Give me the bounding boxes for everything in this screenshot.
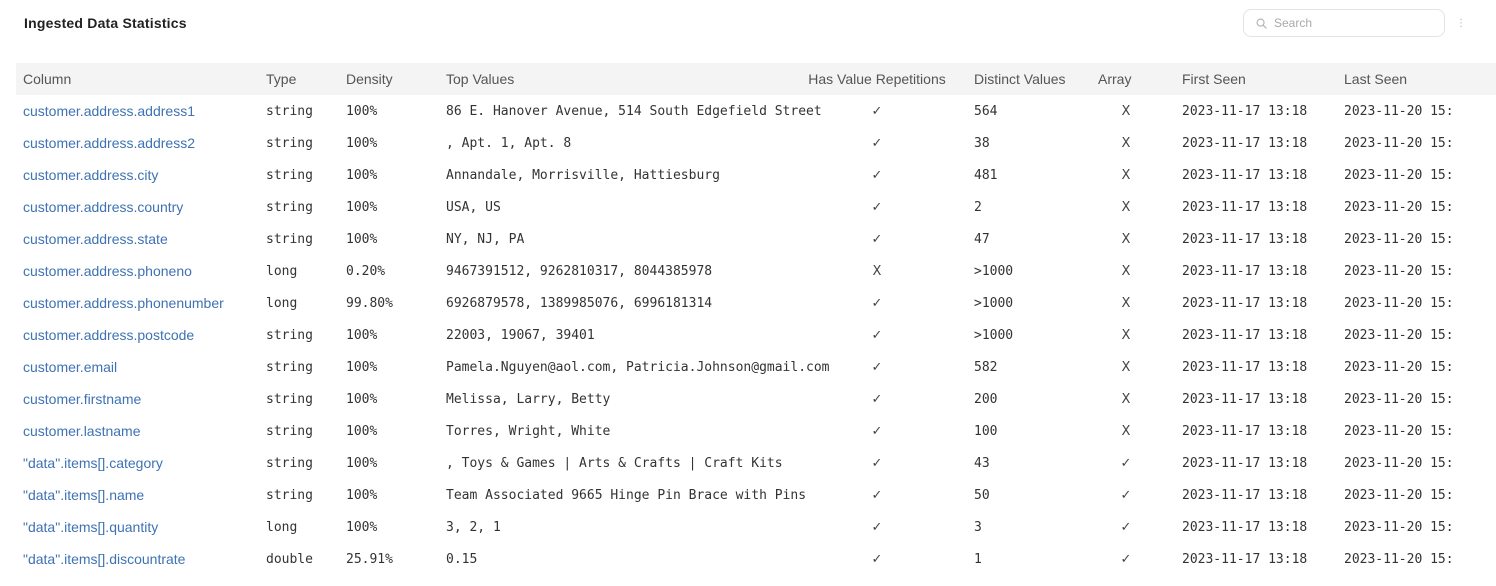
cell-first-seen: 2023-11-17 13:18 [1182, 423, 1308, 439]
cell-array: ✓ [1120, 487, 1132, 503]
cell-last-seen: 2023-11-20 15: [1344, 551, 1454, 567]
cell-top-values: 6926879578, 1389985076, 6996181314 [446, 295, 713, 311]
cell-top-values: Annandale, Morrisville, Hattiesburg [446, 167, 720, 183]
table-row [16, 287, 1496, 319]
table-row [16, 319, 1496, 351]
cell-top-values: USA, US [446, 199, 501, 215]
cell-last-seen: 2023-11-20 15: [1344, 359, 1454, 375]
cell-array: X [1121, 167, 1131, 183]
cell-first-seen: 2023-11-17 13:18 [1182, 359, 1308, 375]
more-options-icon[interactable]: ⋮ [1456, 18, 1466, 29]
table-body [16, 95, 1496, 575]
statistics-table-container[interactable] [16, 63, 1460, 586]
cell-top-values: , Apt. 1, Apt. 8 [446, 135, 572, 151]
cell-top-values: Pamela.Nguyen@aol.com, Patricia.Johnson@gmail.com [446, 359, 830, 375]
cell-distinct-values: 43 [974, 455, 990, 471]
cell-has-value-repetitions: ✓ [871, 519, 883, 535]
cell-has-value-repetitions: ✓ [871, 167, 883, 183]
table-row [16, 223, 1496, 255]
cell-column-name[interactable]: customer.address.city [23, 167, 159, 183]
cell-type: string [266, 167, 313, 183]
cell-type: double [266, 551, 313, 567]
cell-density: 0.20% [346, 263, 386, 279]
cell-type: string [266, 359, 313, 375]
table-row [16, 543, 1496, 575]
cell-last-seen: 2023-11-20 15: [1344, 455, 1454, 471]
table-row [16, 415, 1496, 447]
cell-first-seen: 2023-11-17 13:18 [1182, 135, 1308, 151]
table-row [16, 447, 1496, 479]
cell-top-values: Torres, Wright, White [446, 423, 611, 439]
cell-density: 100% [346, 487, 378, 503]
cell-density: 99.80% [346, 295, 393, 311]
cell-type: string [266, 423, 313, 439]
cell-density: 100% [346, 199, 378, 215]
cell-column-name[interactable]: customer.address.address2 [23, 135, 195, 151]
cell-array: X [1121, 295, 1131, 311]
cell-last-seen: 2023-11-20 15: [1344, 103, 1454, 119]
cell-density: 100% [346, 519, 378, 535]
table-row [16, 191, 1496, 223]
cell-density: 100% [346, 231, 378, 247]
cell-type: string [266, 391, 313, 407]
cell-has-value-repetitions: ✓ [871, 423, 883, 439]
cell-first-seen: 2023-11-17 13:18 [1182, 455, 1308, 471]
cell-type: string [266, 103, 313, 119]
cell-array: X [1121, 231, 1131, 247]
cell-last-seen: 2023-11-20 15: [1344, 327, 1454, 343]
cell-density: 100% [346, 359, 378, 375]
cell-top-values: NY, NJ, PA [446, 231, 525, 247]
cell-distinct-values: 564 [974, 103, 998, 119]
cell-density: 100% [346, 103, 378, 119]
table-row [16, 351, 1496, 383]
cell-has-value-repetitions: ✓ [871, 231, 883, 247]
header-array[interactable]: Array [1077, 63, 1175, 95]
cell-column-name[interactable]: customer.lastname [23, 423, 141, 439]
cell-last-seen: 2023-11-20 15: [1344, 391, 1454, 407]
cell-last-seen: 2023-11-20 15: [1344, 295, 1454, 311]
cell-array: X [1121, 423, 1131, 439]
cell-first-seen: 2023-11-17 13:18 [1182, 231, 1308, 247]
header-last-seen[interactable]: Last Seen [1337, 63, 1496, 95]
cell-distinct-values: 481 [974, 167, 998, 183]
header-density[interactable]: Density [339, 63, 439, 95]
cell-type: long [266, 263, 298, 279]
table-row [16, 127, 1496, 159]
table-row [16, 255, 1496, 287]
cell-first-seen: 2023-11-17 13:18 [1182, 551, 1308, 567]
cell-top-values: 22003, 19067, 39401 [446, 327, 595, 343]
cell-density: 100% [346, 423, 378, 439]
cell-type: long [266, 519, 298, 535]
cell-has-value-repetitions: ✓ [871, 487, 883, 503]
table-row [16, 511, 1496, 543]
cell-top-values: Melissa, Larry, Betty [446, 391, 611, 407]
header-type[interactable]: Type [259, 63, 339, 95]
page-title: Ingested Data Statistics [24, 15, 187, 31]
cell-distinct-values: >1000 [974, 295, 1014, 311]
cell-has-value-repetitions: X [872, 263, 882, 279]
cell-type: string [266, 327, 313, 343]
cell-column-name[interactable]: customer.address.state [23, 231, 168, 247]
cell-top-values: 3, 2, 1 [446, 519, 501, 535]
cell-column-name[interactable]: "data".items[].name [23, 487, 145, 503]
header-distinct-values[interactable]: Distinct Values [967, 63, 1077, 95]
cell-distinct-values: 2 [974, 199, 982, 215]
cell-top-values: Team Associated 9665 Hinge Pin Brace with Pins [446, 487, 807, 503]
cell-has-value-repetitions: ✓ [871, 391, 883, 407]
cell-array: X [1121, 263, 1131, 279]
cell-column-name[interactable]: customer.address.phoneno [23, 263, 192, 279]
search-icon [1256, 18, 1267, 29]
search-input[interactable] [1274, 16, 1424, 30]
cell-top-values: 86 E. Hanover Avenue, 514 South Edgefield Street [446, 103, 822, 119]
search-box[interactable] [1243, 9, 1445, 37]
cell-last-seen: 2023-11-20 15: [1344, 135, 1454, 151]
cell-column-name[interactable]: "data".items[].quantity [23, 519, 159, 535]
cell-last-seen: 2023-11-20 15: [1344, 263, 1454, 279]
cell-density: 100% [346, 327, 378, 343]
cell-distinct-values: >1000 [974, 327, 1014, 343]
cell-first-seen: 2023-11-17 13:18 [1182, 487, 1308, 503]
cell-distinct-values: 50 [974, 487, 990, 503]
cell-column-name[interactable]: customer.address.postcode [23, 327, 195, 343]
cell-array: X [1121, 103, 1131, 119]
header-top-values[interactable]: Top Values [439, 63, 787, 95]
cell-density: 100% [346, 391, 378, 407]
table-row [16, 479, 1496, 511]
cell-array: ✓ [1120, 519, 1132, 535]
cell-last-seen: 2023-11-20 15: [1344, 199, 1454, 215]
table-row [16, 159, 1496, 191]
cell-array: X [1121, 327, 1131, 343]
cell-top-values: 0.15 [446, 551, 478, 567]
cell-type: string [266, 231, 313, 247]
header-column[interactable]: Column [16, 63, 259, 95]
cell-has-value-repetitions: ✓ [871, 551, 883, 567]
cell-array: X [1121, 391, 1131, 407]
cell-has-value-repetitions: ✓ [871, 199, 883, 215]
cell-first-seen: 2023-11-17 13:18 [1182, 103, 1308, 119]
cell-type: string [266, 135, 313, 151]
header-has-value-repetitions[interactable]: Has Value Repetitions [787, 63, 967, 95]
cell-column-name[interactable]: "data".items[].category [23, 455, 163, 471]
cell-first-seen: 2023-11-17 13:18 [1182, 199, 1308, 215]
cell-column-name[interactable]: customer.address.address1 [23, 103, 195, 119]
cell-last-seen: 2023-11-20 15: [1344, 423, 1454, 439]
cell-type: long [266, 295, 298, 311]
cell-distinct-values: 582 [974, 359, 998, 375]
cell-column-name[interactable]: "data".items[].discountrate [23, 551, 186, 567]
cell-last-seen: 2023-11-20 15: [1344, 519, 1454, 535]
cell-column-name[interactable]: customer.address.country [23, 199, 184, 215]
header-first-seen[interactable]: First Seen [1175, 63, 1337, 95]
table-row [16, 95, 1496, 127]
cell-has-value-repetitions: ✓ [871, 359, 883, 375]
cell-has-value-repetitions: ✓ [871, 295, 883, 311]
cell-first-seen: 2023-11-17 13:18 [1182, 391, 1308, 407]
cell-distinct-values: 3 [974, 519, 982, 535]
cell-distinct-values: 38 [974, 135, 990, 151]
cell-column-name[interactable]: customer.email [23, 359, 118, 375]
cell-type: string [266, 455, 313, 471]
cell-last-seen: 2023-11-20 15: [1344, 487, 1454, 503]
cell-top-values: , Toys & Games | Arts & Crafts | Craft Kits [446, 455, 783, 471]
cell-distinct-values: 47 [974, 231, 990, 247]
cell-has-value-repetitions: ✓ [871, 455, 883, 471]
cell-last-seen: 2023-11-20 15: [1344, 167, 1454, 183]
cell-has-value-repetitions: ✓ [871, 103, 883, 119]
cell-distinct-values: 200 [974, 391, 998, 407]
cell-first-seen: 2023-11-17 13:18 [1182, 327, 1308, 343]
cell-array: X [1121, 359, 1131, 375]
table-row [16, 383, 1496, 415]
cell-density: 100% [346, 135, 378, 151]
cell-array: X [1121, 199, 1131, 215]
cell-top-values: 9467391512, 9262810317, 8044385978 [446, 263, 713, 279]
cell-first-seen: 2023-11-17 13:18 [1182, 519, 1308, 535]
cell-first-seen: 2023-11-17 13:18 [1182, 263, 1308, 279]
cell-type: string [266, 487, 313, 503]
cell-first-seen: 2023-11-17 13:18 [1182, 167, 1308, 183]
cell-distinct-values: 100 [974, 423, 998, 439]
cell-first-seen: 2023-11-17 13:18 [1182, 295, 1308, 311]
table-header-row [16, 63, 1496, 95]
cell-distinct-values: 1 [974, 551, 982, 567]
cell-density: 100% [346, 167, 378, 183]
cell-density: 100% [346, 455, 378, 471]
cell-column-name[interactable]: customer.address.phonenumber [23, 295, 224, 311]
cell-array: ✓ [1120, 455, 1132, 471]
cell-column-name[interactable]: customer.firstname [23, 391, 142, 407]
cell-has-value-repetitions: ✓ [871, 327, 883, 343]
cell-distinct-values: >1000 [974, 263, 1014, 279]
cell-type: string [266, 199, 313, 215]
cell-last-seen: 2023-11-20 15: [1344, 231, 1454, 247]
cell-has-value-repetitions: ✓ [871, 135, 883, 151]
cell-array: ✓ [1120, 551, 1132, 567]
cell-density: 25.91% [346, 551, 393, 567]
statistics-table [16, 63, 1496, 575]
cell-array: X [1121, 135, 1131, 151]
